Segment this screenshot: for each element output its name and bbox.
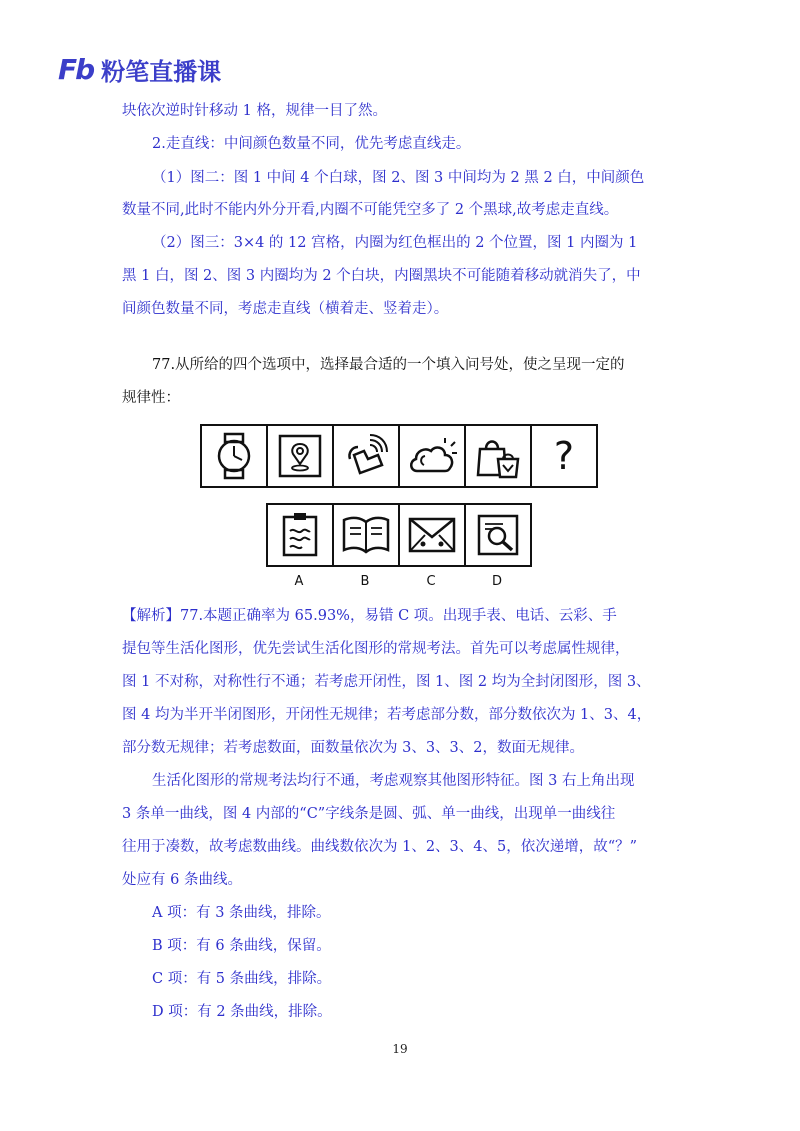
analysis-tag: 【解析】 — [122, 608, 180, 624]
logo-text: 粉笔直播课 — [101, 57, 222, 86]
analysis-line-5: 部分数无规律；若考虑数面，面数量依次为 3、3、3、2，数面无规律。 — [122, 740, 585, 756]
prev-line-3: （1）图二：图 1 中间 4 个白球，图 2、图 3 中间均为 2 黑 2 白，中间颜色 — [152, 170, 645, 186]
telephone-icon — [342, 433, 390, 479]
prev-line-1: 块依次逆时针移动 1 格，规律一目了然。 — [122, 103, 387, 119]
figure-3-telephone — [334, 426, 400, 486]
analysis-line-3: 图 1 不对称，对称性行不通；若考虑开闭性，图 1、图 2 均为全封闭图形，图 3、 — [122, 674, 651, 690]
figure-2-location — [268, 426, 334, 486]
analysis-option-d: D 项：有 2 条曲线，排除。 — [152, 1004, 332, 1020]
option-b-label: B — [360, 574, 370, 589]
figure-5-handbag — [466, 426, 532, 486]
prev-line-4: 数量不同,此时不能内外分开看,内圈不可能凭空多了 2 个黑球,故考虑走直线。 — [122, 202, 619, 218]
question-line-2: 规律性： — [122, 390, 180, 406]
analysis-line-1 — [122, 601, 692, 631]
watch-icon — [212, 432, 256, 480]
prev-line-2: 2.走直线：中间颜色数量不同，优先考虑直线走。 — [152, 136, 471, 152]
prev-line-5: （2）图三：3×4 的 12 宫格，内圈为红色框出的 2 个位置，图 1 内圈为 1 — [152, 235, 638, 251]
brand-logo — [58, 52, 221, 86]
analysis-line-4: 图 4 均为半开半闭图形，开闭性无规律；若考虑部分数，部分数依次为 1、3、4， — [122, 707, 652, 723]
option-d-figure[interactable] — [466, 505, 530, 565]
page-number: 19 — [392, 1042, 408, 1056]
location-pin-icon — [277, 433, 323, 479]
cloud-sun-icon — [407, 435, 457, 477]
option-d-label: D — [491, 574, 502, 589]
options-row — [266, 503, 532, 567]
analysis-line-6: 生活化图形的常规考法均行不通，考虑观察其他图形特征。图 3 右上角出现 — [152, 773, 635, 789]
prev-line-7: 间颜色数量不同，考虑走直线（横着走、竖着走）。 — [122, 301, 449, 317]
analysis-line-9: 处应有 6 条曲线。 — [122, 872, 242, 888]
magnifier-document-icon — [475, 512, 521, 558]
logo-mark: Fb — [58, 52, 94, 86]
option-b-figure[interactable] — [334, 505, 400, 565]
figure-4-cloud-sun — [400, 426, 466, 486]
question-line-1: 77.从所给的四个选项中，选择最合适的一个填入问号处，使之呈现一定的 — [152, 357, 625, 373]
question-mark: ? — [553, 434, 575, 478]
open-book-icon — [341, 514, 391, 556]
option-c-figure[interactable] — [400, 505, 466, 565]
analysis-line-2: 提包等生活化图形，优先尝试生活化图形的常规考法。首先可以考虑属性规律， — [122, 641, 630, 657]
analysis-option-a: A 项：有 3 条曲线，排除。 — [152, 905, 331, 921]
analysis-line-1-text: 77.本题正确率为 65.93%，易错 C 项。出现手表、电话、云彩、手 — [180, 608, 617, 624]
envelope-icon — [407, 515, 457, 555]
analysis-option-b: B 项：有 6 条曲线，保留。 — [152, 938, 331, 954]
figure-6-question — [532, 426, 596, 486]
handbag-icon — [474, 433, 522, 479]
analysis-line-7: 3 条单一曲线，图 4 内部的“C”字线条是圆、弧、单一曲线，出现单一曲线往 — [122, 806, 616, 822]
analysis-option-c: C 项：有 5 条曲线，排除。 — [152, 971, 332, 987]
figure-1-watch — [202, 426, 268, 486]
prev-line-6: 黑 1 白，图 2、图 3 内圈均为 2 个白块，内圈黑块不可能随着移动就消失了，中 — [122, 268, 641, 284]
clipboard-icon — [278, 511, 322, 559]
analysis-line-8: 往用于凑数，故考虑数曲线。曲线数依次为 1、2、3、4、5，依次递增，故“？” — [122, 839, 638, 855]
option-a-label: A — [294, 574, 304, 589]
option-c-label: C — [426, 574, 436, 589]
option-a-figure[interactable] — [268, 505, 334, 565]
question-figure-row — [200, 424, 598, 488]
